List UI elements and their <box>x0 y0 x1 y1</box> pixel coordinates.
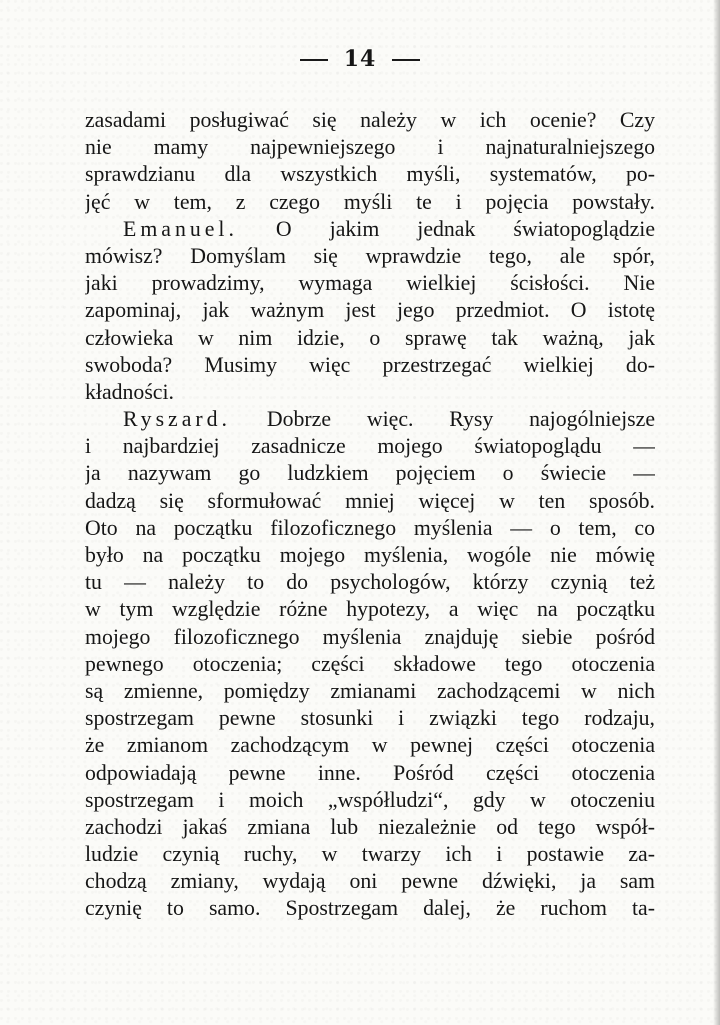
text-line: tu — należy to do psychologów, którzy czynią też <box>85 570 655 595</box>
text-line: i najbardziej zasadnicze mojego światopoglądu — <box>85 434 655 459</box>
body-text <box>85 107 655 923</box>
text-line: w tym względzie różne hypotezy, a więc na początku <box>85 597 655 622</box>
text-line: dadzą się sformułować mniej więcej w ten sposób. <box>85 488 655 513</box>
page-edge-shadow <box>713 0 720 1025</box>
page-number: 14 <box>343 46 377 72</box>
text-line: zasadami posługiwać się należy w ich ocenie? Czy <box>85 108 655 132</box>
text-line: pewnego otoczenia; części składowe tego otoczenia <box>85 651 655 676</box>
text-line: spostrzegam pewne stosunki i związki tego rodzaju, <box>85 706 655 731</box>
speaker-line-emanuel: Emanuel. O jakim jednak światopoglądzie <box>123 216 655 241</box>
text-line: że zmianom zachodzącym w pewnej części otoczenia <box>85 733 655 758</box>
text-line: sprawdzianu dla wszystkich myśli, systematów, po- <box>85 162 655 187</box>
speaker-line-ryszard: Ryszard. Dobrze więc. Rysy najogólniejsze <box>123 407 655 432</box>
text-line: człowieka w nim idzie, o sprawę tak ważną, jak <box>85 325 655 350</box>
text-line: zapominaj, jak ważnym jest jego przedmiot. O istotę <box>85 298 655 323</box>
text-line: kładności. <box>85 379 174 404</box>
text-line: chodzą zmiany, wydają oni pewne dźwięki, ja sam <box>85 869 655 894</box>
text-line: nie mamy najpewniejszego i najnaturalniejszego <box>85 135 655 160</box>
text-line: spostrzegam i moich „współludzi“, gdy w otoczeniu <box>85 787 655 812</box>
text-line: są zmienne, pomiędzy zmianami zachodzącemi w nich <box>85 678 655 703</box>
text-line: zachodzi jakaś zmiana lub niezależnie od tego współ- <box>85 814 655 839</box>
text-line: mojego filozoficznego myślenia znajduję siebie pośród <box>85 624 655 649</box>
text-line: ludzie czynią ruchy, w twarzy ich i postawie za- <box>85 842 655 867</box>
text-line: ja nazywam go ludzkiem pojęciem o świecie — <box>85 461 655 486</box>
page-header <box>0 46 720 72</box>
text-line: odpowiadają pewne inne. Pośród części otoczenia <box>85 760 655 785</box>
text-line: Oto na początku filozoficznego myślenia — o tem, co <box>85 515 655 540</box>
header-dash-right <box>392 59 420 61</box>
text-line: mówisz? Domyślam się wprawdzie tego, ale spór, <box>85 243 655 268</box>
header-dash-left <box>300 59 328 61</box>
text-line: swoboda? Musimy więc przestrzegać wielkiej do- <box>85 352 655 377</box>
speaker-name-emanuel: Emanuel. <box>123 216 238 241</box>
speaker-name-ryszard: Ryszard. <box>123 407 232 432</box>
text-line: jęć w tem, z czego myśli te i pojęcia powstały. <box>85 189 655 214</box>
text-line: czynię to samo. Spostrzegam dalej, że ruchom ta- <box>85 896 655 921</box>
text-line: jaki prowadzimy, wymaga wielkiej ścisłości. Nie <box>85 271 655 296</box>
text-line: było na początku mojego myślenia, wogóle nie mówię <box>85 543 655 567</box>
